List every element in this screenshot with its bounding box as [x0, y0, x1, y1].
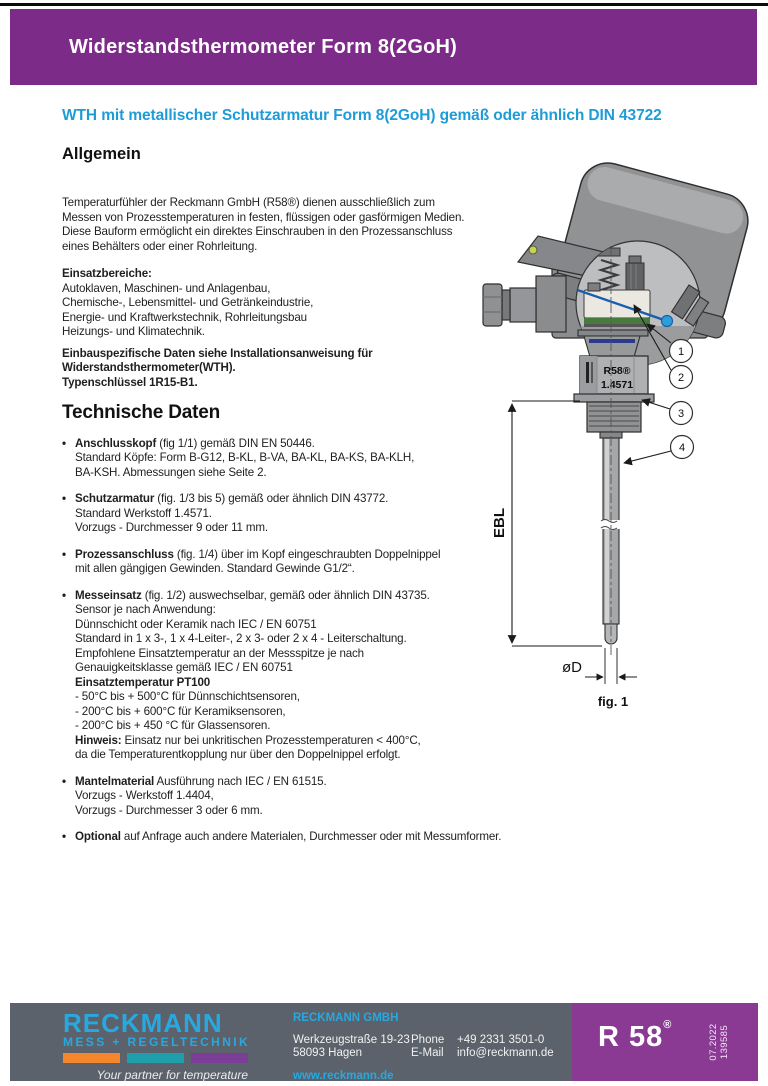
- text-line: - 50°C bis + 500°C für Dünnschichtsensoren,: [75, 690, 300, 703]
- text-line: Vorzugs - Werkstoff 1.4404,: [75, 789, 214, 802]
- text-line: mit allen gängigen Gewinden. Standard Gewinde G1/2“.: [75, 562, 355, 575]
- text-line: Heizungs- und Klimatechnik.: [62, 325, 205, 338]
- ebl-dimension: [512, 401, 602, 646]
- title-banner: [10, 9, 757, 85]
- nut-stamp-brand: R58®: [603, 365, 631, 377]
- logo-subline: MESS + REGELTECHNIK: [63, 1035, 251, 1049]
- section-heading-technische-daten: Technische Daten: [62, 402, 220, 423]
- text-line: Chemische-, Lebensmittel- und Getränkeindustrie,: [62, 296, 314, 309]
- text-line: Standard in 1 x 3-, 1 x 4-Leiter-, 2 x 3- oder 2 x 4 - Leiterschaltung.: [75, 632, 407, 645]
- text-line: Standard Köpfe: Form B-G12, B-KL, B-VA, BA-KL, BA-KS, BA-KLH,: [75, 451, 415, 464]
- text-line: Messen von Prozesstemperaturen in festen, flüssigen oder gasförmigen Medien.: [62, 210, 465, 224]
- neck-collar: [578, 330, 648, 336]
- cable-gland: [483, 276, 566, 332]
- company-logo: [63, 1008, 251, 1082]
- brand-block: [572, 1003, 758, 1081]
- text-line: Einsatzbereiche:: [62, 267, 152, 280]
- logo-tagline: Your partner for temperature: [96, 1068, 248, 1082]
- text-line: Einbauspezifische Daten siehe Installationsanweisung für: [62, 346, 373, 360]
- svg-text:2: 2: [677, 372, 685, 384]
- nut-stamp-material: 1.4571: [600, 379, 634, 391]
- phone-number: +49 2331 3501-0: [457, 1034, 545, 1046]
- text-line: Optional auf Anfrage auch andere Materialen, Durchmesser oder mit Messumformer.: [75, 830, 502, 843]
- ebl-label: EBL: [491, 508, 508, 538]
- text-line: Diese Bauform ermöglicht ein direktes Einschrauben in den Prozessanschluss: [62, 225, 453, 238]
- doc-date: 07.2022: [708, 1023, 719, 1061]
- text-line: Widerstandsthermometer(WTH).: [62, 361, 236, 374]
- bullet-icon: •: [62, 436, 66, 450]
- text-line: Genauigkeitsklasse gemäß IEC / EN 60751: [75, 661, 293, 674]
- svg-text:1: 1: [677, 346, 685, 358]
- diameter-label: øD: [562, 659, 582, 676]
- logo-bar-teal: [127, 1053, 184, 1063]
- callout-1: [670, 340, 693, 363]
- bullet-icon: •: [62, 588, 66, 602]
- bullet-item: [62, 830, 572, 845]
- svg-text:4: 4: [678, 442, 686, 454]
- logo-bar-purple: [191, 1053, 248, 1063]
- text-line: Schutzarmatur (fig. 1/3 bis 5) gemäß oder ähnlich DIN 43772.: [75, 492, 389, 505]
- footer: [10, 1003, 758, 1081]
- address-city: 58093 Hagen: [293, 1047, 363, 1059]
- text-line: Einsatztemperatur PT100: [75, 675, 211, 689]
- callout-3: [670, 402, 693, 425]
- brand-logo: R 58®: [598, 1019, 672, 1053]
- registered-mark: ®: [663, 1019, 672, 1031]
- text-line: Sensor je nach Anwendung:: [75, 603, 216, 616]
- text-line: - 200°C bis + 600°C für Keramiksensoren,: [75, 704, 286, 718]
- document-revision: [708, 1012, 732, 1072]
- seal-ring: [589, 339, 635, 343]
- bullet-icon: •: [62, 547, 66, 561]
- hex-nut: [580, 356, 648, 394]
- page-title: Widerstandsthermometer Form 8(2GoH): [69, 35, 457, 58]
- phone-label: Phone: [411, 1034, 445, 1046]
- text-line: Anschlusskopf (fig 1/1) gemäß DIN EN 50446.: [75, 436, 315, 450]
- text-line: Typenschlüssel 1R15-B1.: [62, 375, 198, 389]
- website-link[interactable]: www.reckmann.de: [293, 1070, 394, 1082]
- text-line: Empfohlene Einsatztemperatur an der Messspitze je nach: [75, 646, 364, 660]
- company-name: RECKMANN GMBH: [293, 1012, 399, 1024]
- wire-terminal-dot: [662, 316, 673, 327]
- bullet-icon: •: [62, 830, 66, 843]
- svg-text:3: 3: [677, 408, 685, 420]
- email-label: E-Mail: [411, 1047, 444, 1059]
- section-heading-allgemein: Allgemein: [62, 145, 141, 163]
- text-line: Autoklaven, Maschinen- und Anlagenbau,: [62, 281, 271, 295]
- logo-bar-orange: [63, 1053, 120, 1063]
- page-subtitle: WTH mit metallischer Schutzarmatur Form 8(2GoH) gemäß oder ähnlich DIN 43722: [62, 107, 662, 124]
- bullet-item: [62, 775, 572, 819]
- address-street: Werkzeugstraße 19-23: [293, 1034, 410, 1046]
- callout-4: [671, 436, 694, 459]
- bullet-icon: •: [62, 492, 66, 505]
- flange: [574, 394, 654, 402]
- email-address[interactable]: info@reckmann.de: [457, 1047, 554, 1059]
- measuring-insert-screw: [626, 256, 644, 290]
- process-thread: [587, 402, 641, 432]
- pcb-strip: [584, 318, 650, 324]
- logo-wordmark: RECKMANN: [63, 1008, 223, 1038]
- text-line: Energie- und Kraftwerkstechnik, Rohrleitungsbau: [62, 310, 307, 324]
- text-line: Vorzugs - Durchmesser 9 oder 11 mm.: [75, 521, 268, 534]
- top-rule: [0, 3, 768, 6]
- text-line: Messeinsatz (fig. 1/2) auswechselbar, gemäß oder ähnlich DIN 43735.: [75, 588, 430, 602]
- doc-number: 139585: [719, 1024, 730, 1060]
- bullet-icon: •: [62, 774, 66, 788]
- text-line: da die Temperaturentkopplung nur über den Doppelnippel erfolgt.: [75, 748, 401, 761]
- text-line: - 200°C bis + 450 °C für Glassensoren.: [75, 719, 271, 732]
- thermometer-figure: [448, 156, 768, 726]
- text-line: Temperaturfühler der Reckmann GmbH (R58®) dienen ausschließlich zum: [62, 196, 435, 209]
- text-line: eines Behälters oder einer Rohrleitung.: [62, 239, 258, 253]
- bracket-pivot: [529, 246, 537, 254]
- callout-2: [670, 366, 693, 389]
- text-line: Standard Werkstoff 1.4571.: [75, 506, 212, 520]
- text-line: Vorzugs - Durchmesser 3 oder 6 mm.: [75, 803, 263, 817]
- contact-block: [293, 1012, 563, 1083]
- figure-caption: fig. 1: [597, 694, 629, 709]
- text-line: Mantelmaterial Ausführung nach IEC / EN 61515.: [75, 774, 327, 788]
- text-line: Prozessanschluss (fig. 1/4) über im Kopf eingeschraubten Doppelnippel: [75, 547, 441, 561]
- logo-color-bars: [63, 1053, 248, 1063]
- text-line: Hinweis: Einsatz nur bei unkritischen Prozesstemperaturen < 400°C,: [75, 733, 421, 747]
- text-line: Dünnschicht oder Keramik nach IEC / EN 60751: [75, 617, 317, 631]
- text-line: BA-KSH. Abmessungen siehe Seite 2.: [75, 465, 267, 479]
